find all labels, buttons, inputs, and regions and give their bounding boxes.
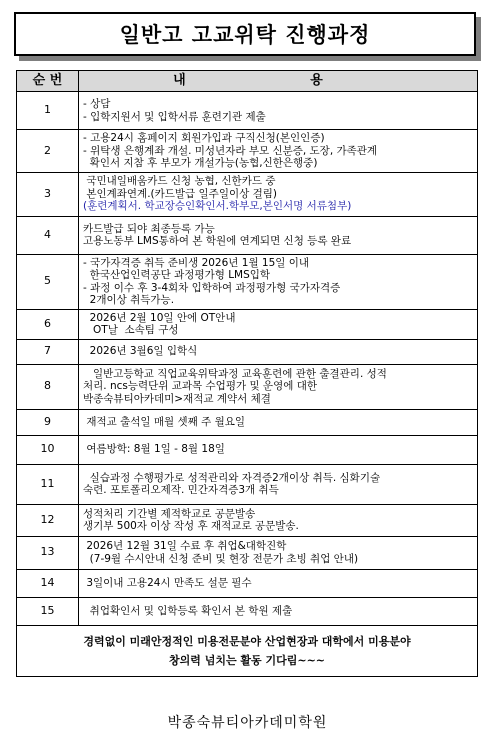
process-table: [16, 70, 478, 677]
row-number: 10: [17, 435, 79, 464]
footer-message: [17, 625, 478, 676]
row-number: 9: [17, 409, 79, 435]
row-content: [79, 536, 478, 569]
content-line: - 고용24시 홈페이지 회원가입과 구직신청(본인인증): [83, 132, 325, 144]
content-note: (훈련계획서. 학교장승인확인서.학부모,본인서명 서류첨부): [83, 200, 352, 213]
row-number: 1: [17, 92, 79, 130]
content-line: 성적처리 기간별 제적학교로 공문발송: [83, 507, 256, 520]
table-row: [17, 339, 478, 364]
content-line: - 국가자격증 취득 준비생 2026년 1월 15일 이내: [83, 256, 310, 269]
content-line: - 입학지원서 및 입학서류 훈련기관 제출: [83, 110, 266, 123]
row-content: [79, 254, 478, 309]
header-content: 내 용: [79, 71, 478, 92]
content-line: 한국산업인력공단 과정평가형 LMS입학: [83, 269, 271, 281]
content-line: - 과정 이수 후 3-4회차 입학하여 과정평가형 국가자격증: [83, 281, 341, 294]
content-line: 2026년 12월 31일 수료 후 취업&대학진학: [83, 540, 287, 552]
row-number: 3: [17, 172, 79, 216]
row-content: [79, 464, 478, 504]
table-row: [17, 172, 478, 216]
row-content: [79, 172, 478, 216]
table-row: [17, 504, 478, 536]
page-title: 일반고 고교위탁 진행과정: [119, 23, 371, 47]
table-header-row: [17, 71, 478, 92]
academy-name: 박종숙뷰티아카데미학원: [167, 715, 328, 731]
content-line: 실습과정 수행평가로 성적관리와 자격증2개이상 취득. 심화기술: [83, 471, 381, 484]
content-line: 일반고등학교 직업교육위탁과정 교육훈련에 관한 출결관리. 성적: [83, 367, 387, 380]
row-content: [79, 339, 478, 364]
row-content: [79, 504, 478, 536]
row-number: 11: [17, 464, 79, 504]
row-content: [79, 364, 478, 409]
content-line: 2026년 2월 10일 안에 OT안내: [83, 311, 236, 324]
content-line: 숙련. 포토폴리오제작. 민간자격증3개 취득: [83, 484, 279, 496]
content-line: 재적교 출석일 매월 셋째 주 월요일: [83, 415, 246, 428]
content-line: 고용노동부 LMS통하여 본 학원에 연계되면 신청 등록 완료: [83, 235, 352, 247]
row-number: 15: [17, 597, 79, 625]
title-box: [14, 12, 476, 56]
content-line: 박종숙뷰티아카데미>재적교 계약서 체결: [83, 392, 271, 405]
content-line: 여름방학: 8월 1일 - 8월 18일: [83, 443, 225, 456]
row-number: 13: [17, 536, 79, 569]
row-content: [79, 435, 478, 464]
row-number: 14: [17, 569, 79, 597]
content-line: 2개이상 취득가능.: [83, 294, 175, 306]
footer-line-1: 경력없이 미래안정적인 미용전문분야 산업현장과 대학에서 미용분야: [83, 634, 411, 648]
row-content: [79, 216, 478, 254]
content-line: 카드발급 되야 최종등록 가능: [83, 222, 215, 235]
table-row: [17, 216, 478, 254]
content-line: 취업확인서 및 입학등록 확인서 본 학원 제출: [83, 604, 293, 617]
row-number: 2: [17, 130, 79, 173]
table-row: [17, 130, 478, 173]
row-number: 4: [17, 216, 79, 254]
row-number: 8: [17, 364, 79, 409]
row-number: 6: [17, 309, 79, 339]
row-content: [79, 130, 478, 173]
row-number: 7: [17, 339, 79, 364]
footer-row: [17, 625, 478, 676]
content-line: 본인계좌연계.(카드발급 일주일이상 걸림): [83, 187, 277, 200]
table-row: [17, 92, 478, 130]
content-line: (7-9월 수시안내 신청 준비 및 현장 전문가 초빙 취업 안내): [83, 552, 359, 565]
content-line: 3일이내 고용24시 만족도 설문 필수: [83, 576, 252, 589]
row-content: [79, 92, 478, 130]
table-row: [17, 409, 478, 435]
row-content: [79, 569, 478, 597]
row-number: 5: [17, 254, 79, 309]
row-content: [79, 409, 478, 435]
table-row: [17, 309, 478, 339]
table-row: [17, 569, 478, 597]
table-row: [17, 597, 478, 625]
content-line: 생기부 500자 이상 작성 후 재적교로 공문발송.: [83, 520, 299, 532]
content-line: 2026년 3월6일 입학식: [83, 345, 198, 358]
footer-line-2: 창의력 넘치는 활동 기다림~~~: [168, 653, 326, 667]
content-line: 확인서 지참 후 부모가 개설가능(농협,신한은행중): [83, 157, 318, 169]
content-line: OT날 소속팀 구성: [83, 324, 179, 336]
row-number: 12: [17, 504, 79, 536]
row-content: [79, 309, 478, 339]
table-body: [17, 92, 478, 626]
header-number: 순 번: [17, 71, 79, 92]
table-row: [17, 435, 478, 464]
content-line: 국민내일배움카드 신청 농협, 신한카드 중: [83, 175, 276, 188]
table-row: [17, 254, 478, 309]
table-row: [17, 464, 478, 504]
table-row: [17, 364, 478, 409]
content-line: 처리. ncs능력단위 교과목 수업평가 및 운영에 대한: [83, 380, 317, 393]
table-row: [17, 536, 478, 569]
content-line: - 상담: [83, 98, 111, 110]
row-content: [79, 597, 478, 625]
content-line: - 위탁생 은행계좌 개설. 미성년자라 부모 신분증, 도장, 가족관계: [83, 144, 378, 157]
